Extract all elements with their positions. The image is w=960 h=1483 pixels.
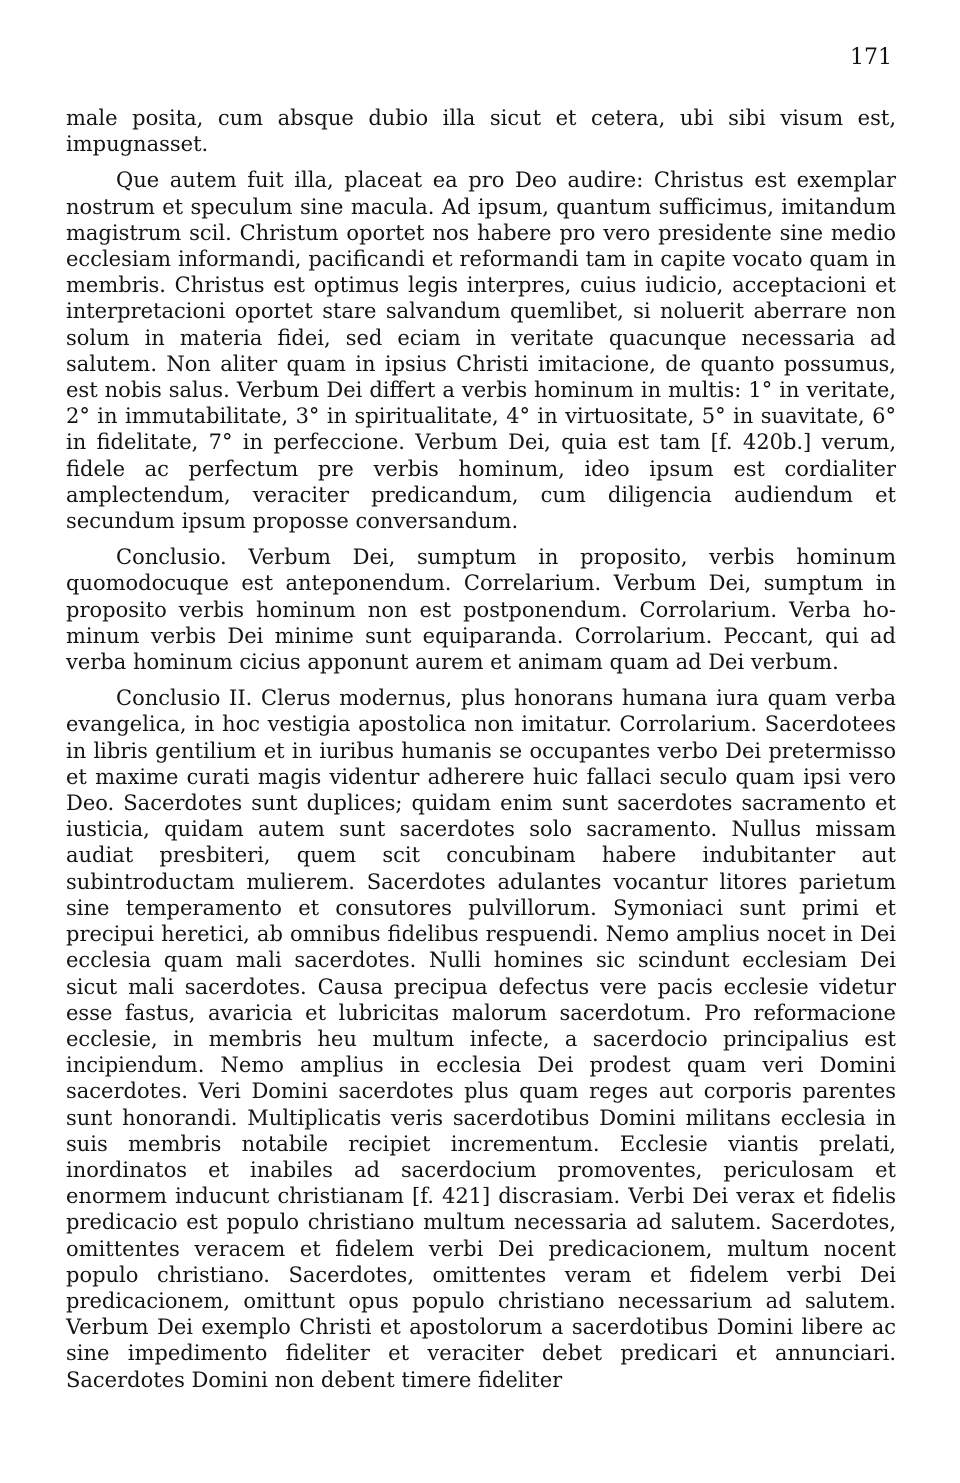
page-number: 171 xyxy=(850,45,892,70)
paragraph-continuation: male posita, cum absque dubio illa sicut et cetera, ubi sibi visum est, impugnasset. xyxy=(66,106,896,157)
body-text xyxy=(66,105,896,1393)
paragraph-conclusio-ii: Conclusio II. Clerus modernus, plus honorans humana iura quam verba evangelica, in hoc vestigia apostolica non imitatur. Corrolarium. Sacerdotees in libris gentilium et in iuribus humanis se occupantes verbo Dei pretermisso et maxime curati magis videntur adherere huic fallaci seculo quam ipsi vero Deo. Sacerdotes sunt duplices; quidam enim sunt sacerdotes sacramento et iusticia, quidam autem sunt sacerdotes solo sacramento. Nullus missam audiat presbiteri, quem scit concubinam habere indubitanter aut subintroductam mulierem. Sacerdotes adulantes vocantur litores parietum sine temperamento et consutores pulvillorum. Symoniaci sunt primi et precipui heretici, ab omnibus fidelibus respuendi. Nemo amplius nocet in Dei ecclesia quam mali sacerdotes. Nulli homines sic scindunt ecclesiam Dei sicut mali sacerdotes. Causa precipua defectus vere pacis ecclesie videtur esse fastus, avaricia et lubricitas malorum sacerdotum. Pro reformacione ecclesie, in membris heu multum infecte, a sacerdocio principalius est incipiendum. Nemo amplius in ecclesia Dei prodest quam veri Domini sacerdotes. Veri Domini sacerdotes plus quam reges aut corporis parentes sunt honorandi. Multiplicatis veris sacerdotibus Domini militans ecclesia in suis membris notabile recipiet incrementum. Ecclesie viantis prelati, inordinatos et inabiles ad sacerdocium promoventes, periculosam et enormem inducunt christianam [f. 421] discrasiam. Verbi Dei verax et fidelis predicacio est populo christiano multum necessaria ad salutem. Sacerdotes, omittentes veracem et fidelem verbi Dei predicacionem, multum nocent populo christiano. Sacerdotes, omittentes veram et fidelem verbi Dei predicacionem, omittunt opus populo christiano necessarium ad salutem. Verbum Dei exemplo Christi et apostolorum a sacerdotibus Domini libere ac sine impedimento fideliter et veraciter debet predicari et annunciari. Sacerdotes Domini non debent timere fideliter xyxy=(66,686,896,1392)
paragraph-conclusio: Conclusio. Verbum Dei, sumptum in proposito, verbis hominum quomodocuque est anteponendum. Correlarium. Verbum Dei, sumptum in proposito verbis hominum non est postponendum. Corrolarium. Verba hominum verbis Dei minime sunt equiparanda. Corrolarium. Peccant, qui ad verba hominum cicius apponunt aurem et animam quam ad Dei verbum. xyxy=(66,545,896,675)
paragraph: Que autem fuit illa, placeat ea pro Deo audire: Christus est exemplar nostrum et speculum sine macula. Ad ipsum, quantum sufficimus, imitandum magistrum scil. Christum oportet nos habere pro vero presidente sine medio ecclesiam informandi, pacificandi et reformandi tam in capite vocato quam in membris. Christus est optimus legis interpres, cuius iudicio, acceptacioni et interpretacioni oportet stare salvandum quemlibet, si noluerit aberrare non solum in materia fidei, sed eciam in veritate quacunque necessaria ad salutem. Non aliter quam in ipsius Christi imitacione, de quanto possumus, est nobis salus. Verbum Dei differt a verbis hominum in multis: 1° in veritate, 2° in immutabilitate, 3° in spiritualitate, 4° in virtuositate, 5° in suavitate, 6° in fidelitate, 7° in perfeccione. Verbum Dei, quia est tam [f. 420b.] verum, fidele ac perfectum pre verbis hominum, ideo ipsum est cordialiter amplectendum, veraciter predicandum, cum diligencia audiendum et secundum ipsum proposse conversandum. xyxy=(66,168,896,534)
